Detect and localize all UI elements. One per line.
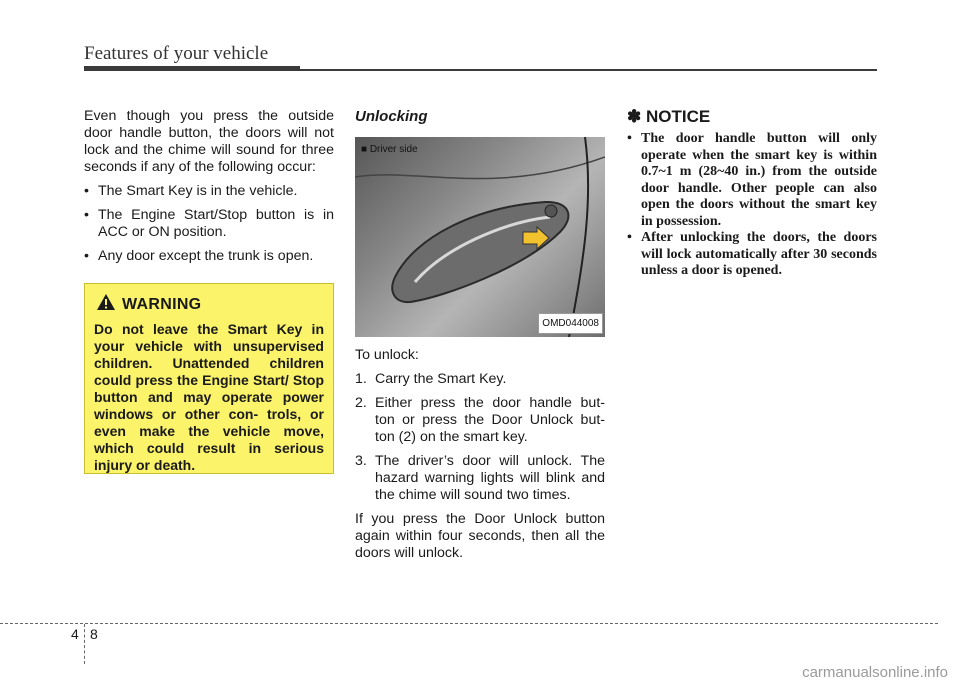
- bullet-dot: •: [84, 183, 89, 199]
- notice-item: [627, 230, 877, 280]
- notice-item: [627, 131, 877, 230]
- chapter-number: 4: [71, 626, 79, 642]
- header-rule-thin: [300, 69, 877, 71]
- step-number: 3.: [355, 453, 367, 469]
- step-number: 2.: [355, 395, 367, 411]
- list-item-text: The Engine Start/Stop button is in ACC or ON position.: [98, 207, 334, 240]
- page-number: 8: [90, 626, 98, 642]
- bullet-dot: •: [627, 230, 632, 245]
- door-handle-figure: [355, 137, 605, 337]
- column-middle: [355, 108, 605, 569]
- section-title: Unlocking: [355, 108, 428, 125]
- step-text: The driver’s door will unlock. The hazard warning lights will blink and the chime will sound two times.: [375, 453, 605, 503]
- step-text: Either press the door handle but- ton or press the Door Unlock but- ton (2) on the smart key.: [375, 395, 605, 445]
- step-text: Carry the Smart Key.: [375, 371, 507, 387]
- bullet-dot: •: [84, 207, 89, 223]
- bullet-dot: •: [84, 248, 89, 264]
- list-item: [84, 183, 334, 200]
- header-rule-thick: [84, 66, 300, 71]
- closing-paragraph: If you press the Door Unlock button again within four seconds, then all the doors will unlock.: [355, 511, 605, 561]
- column-right: [627, 108, 877, 280]
- door-handle-illustration: [355, 137, 605, 337]
- figure-code: OMD044008: [538, 313, 603, 334]
- step-item: [355, 453, 605, 504]
- notice-text: After unlocking the doors, the doors will lock automatically after 30 seconds unless a door is opened.: [641, 230, 877, 278]
- watermark: carmanualsonline.info: [802, 664, 948, 681]
- warning-box: [84, 283, 334, 474]
- intro-paragraph: Even though you press the outside door handle button, the doors will not lock and the chime will sound for three seconds if any of the following occur:: [84, 108, 334, 175]
- footer-rule: [0, 623, 938, 624]
- step-item: [355, 371, 605, 388]
- warning-body: Do not leave the Smart Key in your vehicle with unsupervised children. Unattended children could press the Engine Start/ Stop button and may operate power windows or other con- trols, or even make the vehicle move, which could result in serious injury or death.: [94, 321, 324, 473]
- list-item: [84, 207, 334, 241]
- warning-header: [96, 293, 324, 316]
- footer-divider: [84, 624, 85, 664]
- list-item: [84, 248, 334, 265]
- page-header-title: Features of your vehicle: [84, 43, 269, 64]
- step-number: 1.: [355, 371, 367, 387]
- warning-triangle-icon: [96, 293, 122, 316]
- column-left: [84, 108, 334, 272]
- steps-lead: To unlock:: [355, 347, 419, 363]
- bullet-dot: •: [627, 131, 632, 146]
- list-item-text: The Smart Key is in the vehicle.: [98, 183, 298, 199]
- notice-text: The door handle button will only operate when the smart key is within 0.7~1 m (28~40 in.) from the outside door handle. Other people can also open the doors without the smart key in possession.: [641, 131, 877, 229]
- notice-title: ✽ NOTICE: [627, 107, 711, 126]
- warning-title: WARNING: [122, 295, 202, 313]
- figure-caption: ■ Driver side: [361, 144, 418, 155]
- list-item-text: Any door except the trunk is open.: [98, 248, 314, 264]
- step-item: [355, 395, 605, 446]
